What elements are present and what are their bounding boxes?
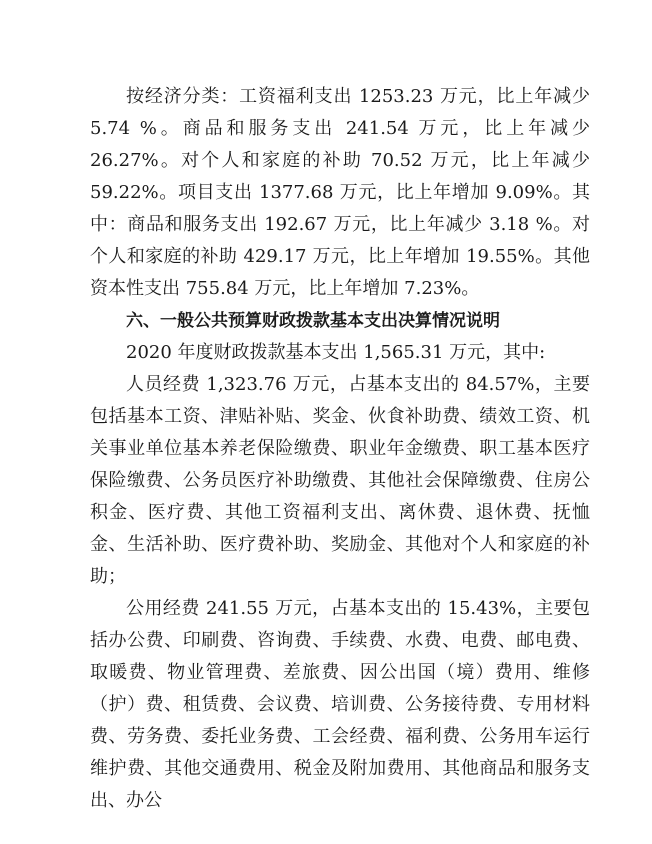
paragraph-public-expenses: 公用经费 241.55 万元，占基本支出的 15.43%，主要包括办公费、印刷费、咨询费、手续费、水费、电费、邮电费、取暖费、物业管理费、差旅费、因公出国（境）费用、维修（护）费、租赁费、会议费、培训费、公务接待费、专用材料费、劳务费、委托业务费、工会经费、福利费、公务用车运行维护费、其他交通费用、税金及附加费用、其他商品和服务支出、办公	[90, 598, 590, 811]
paragraph-personnel-expenses: 人员经费 1,323.76 万元，占基本支出的 84.57%，主要包括基本工资、津贴补贴、奖金、伙食补助费、绩效工资、机关事业单位基本养老保险缴费、职业年金缴费、职工基本医疗保险缴费、公务员医疗补助缴费、其他社会保障缴费、住房公积金、医疗费、其他工资福利支出、离休费、退休费、抚恤金、生活补助、医疗费补助、奖励金、其他对个人和家庭的补助；	[90, 374, 590, 587]
section-heading-six: 六、一般公共预算财政拨款基本支出决算情况说明	[126, 311, 500, 331]
paragraph-basic-expenditure-total: 2020 年度财政拨款基本支出 1,565.31 万元，其中:	[126, 342, 546, 363]
document-body	[90, 81, 590, 817]
paragraph-economic-classification: 按经济分类：工资福利支出 1253.23 万元，比上年减少 5.74 %。商品和服务支出 241.54 万元，比上年减少 26.27%。对个人和家庭的补助 70.52 万元，比上年减少 59.22%。项目支出 1377.68 万元，比上年增加 9.09%。其中：商品和服务支出 192.67 万元，比上年减少 3.18 %。对个人和家庭的补助 429.17 万元，比上年增加 19.55%。其他资本性支出 755.84 万元，比上年增加 7.23%。	[90, 86, 590, 299]
